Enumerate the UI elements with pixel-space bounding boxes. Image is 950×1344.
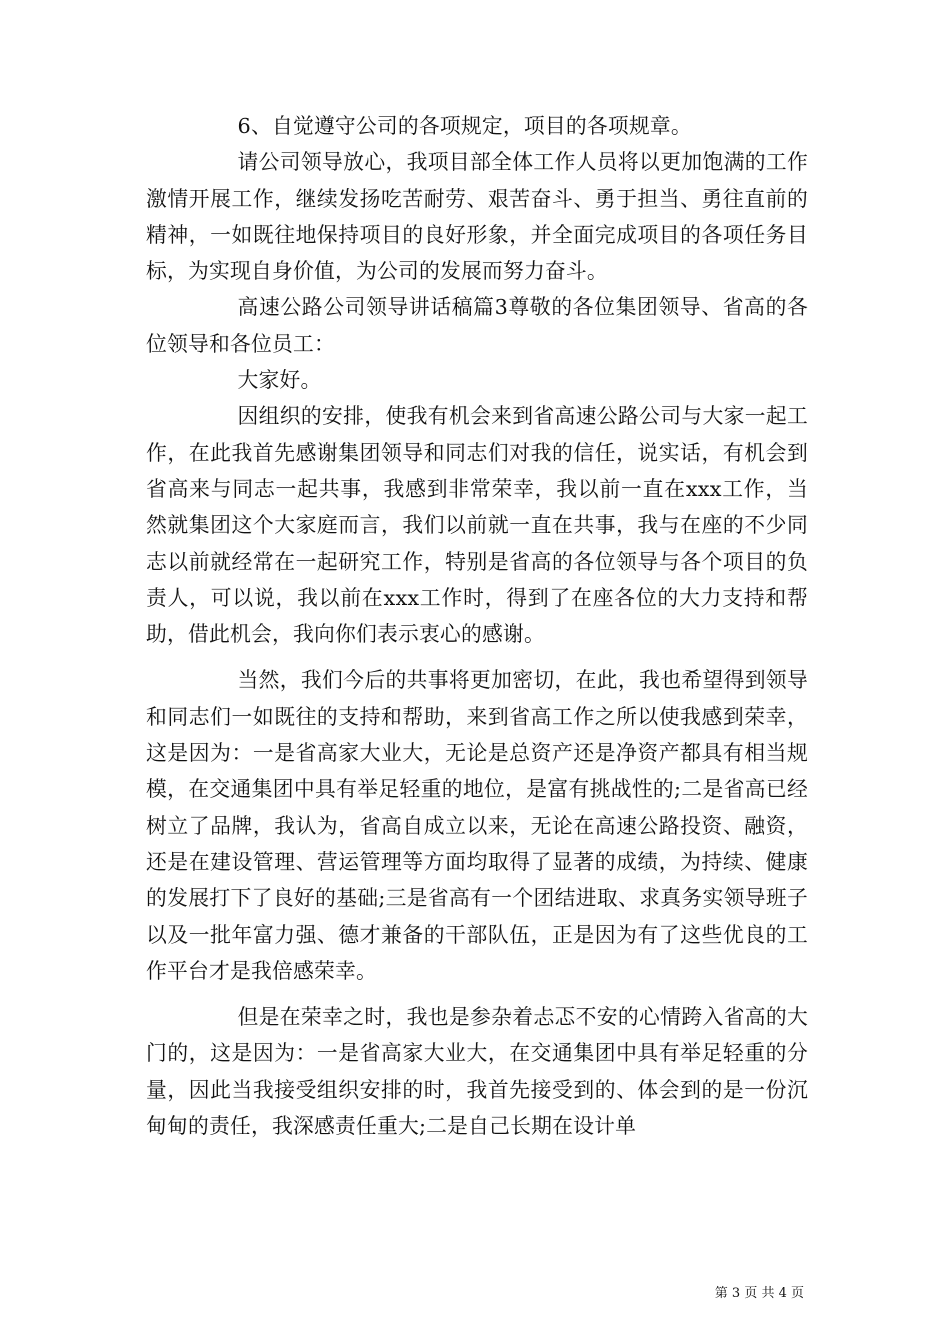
paragraph-4: 大家好。 — [237, 368, 322, 393]
paragraph-1: 6、自觉遵守公司的各项规定，项目的各项规章。 — [237, 114, 692, 138]
paragraph-2: 请公司领导放心，我项目部全体工作人员将以更加饱满的工作激情开展工作，继续发扬吃苦耐劳、艰苦奋斗、勇于担当、勇往直前的精神，一如既往地保持项目的良好形象，并全面完成项目的各项任务目标，为实现自身价值，为公司的发展而努力奋斗。 — [146, 150, 808, 284]
paragraph-6: 当然，我们今后的共事将更加密切，在此，我也希望得到领导和同志们一如既往的支持和帮助，来到省高工作之所以使我感到荣幸，这是因为：一是省高家大业大，无论是总资产还是净资产都具有相当规模，在交通集团中具有举足轻重的地位，是富有挑战性的;二是省高已经树立了品牌，我认为，省高自成立以来，无论在高速公路投资、融资，还是在建设管理、营运管理等方面均取得了显著的成绩，为持续、健康的发展打下了良好的基础;三是省高有一个团结进取、求真务实领导班子以及一批年富力强、德才兼备的干部队伍，正是因为有了这些优良的工作平台才是我倍感荣幸。 — [146, 668, 808, 983]
paragraph-7: 但是在荣幸之时，我也是参杂着忐忑不安的心情跨入省高的大门的，这是因为：一是省高家大业大，在交通集团中具有举足轻重的分量，因此当我接受组织安排的时，我首先接受到的、体会到的是一份沉甸甸的责任，我深感责任重大;二是自己长期在设计单 — [146, 1005, 808, 1139]
paragraph-5: 因组织的安排，使我有机会来到省高速公路公司与大家一起工作，在此我首先感谢集团领导和同志们对我的信任，说实话，有机会到省高来与同志一起共事，我感到非常荣幸，我以前一直在xxx工作，当然就集团这个大家庭而言，我们以前就一直在共事，我与在座的不少同志以前就经常在一起研究工作，特别是省高的各位领导与各个项目的负责人，可以说，我以前在xxx工作时，得到了在座各位的大力支持和帮助，借此机会，我向你们表示衷心的感谢。 — [146, 404, 808, 647]
document-body — [146, 108, 808, 1144]
paragraph-3: 高速公路公司领导讲话稿篇3尊敬的各位集团领导、省高的各位领导和各位员工： — [146, 295, 808, 356]
page-number-footer: 第 3 页 共 4 页 — [714, 1286, 804, 1301]
